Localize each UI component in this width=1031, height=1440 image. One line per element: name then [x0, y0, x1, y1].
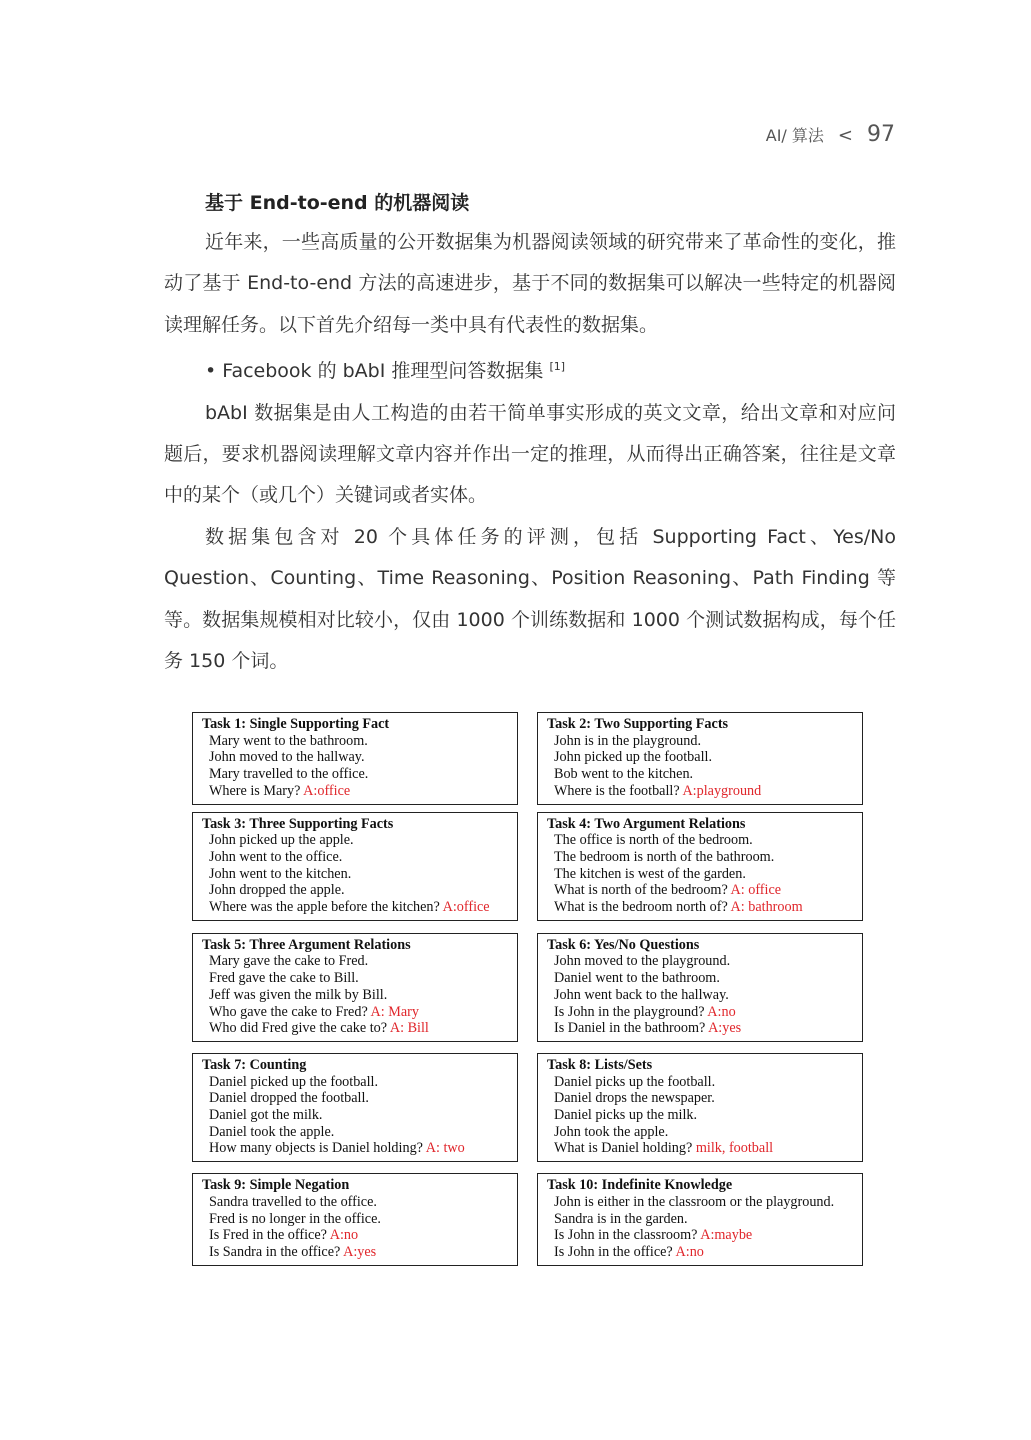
task-title: Task 10: Indefinite Knowledge: [547, 1177, 733, 1194]
question-text: Who gave the cake to Fred?: [209, 1003, 368, 1020]
answer-text: A: Bill: [389, 1020, 429, 1037]
task-statement: Daniel dropped the football.: [209, 1090, 369, 1107]
task-title: Task 1: Single Supporting Fact: [202, 716, 390, 732]
task-statement: Daniel got the milk.: [209, 1107, 323, 1124]
task-statement: Jeff was given the milk by Bill.: [209, 986, 388, 1003]
task-title: Task 3: Three Supporting Facts: [202, 815, 394, 832]
question-text: Where is the football?: [554, 782, 680, 799]
task-question: [547, 1004, 854, 1021]
task-title: Task 9: Simple Negation: [202, 1177, 350, 1194]
task-statement: John is either in the classroom or the playground.: [554, 1193, 835, 1210]
paragraph-babi: bAbI 数据集是由人工构造的由若干简单事实形成的英文文章，给出文章和对应问题后，要求机器阅读理解文章内容并作出一定的推理，从而得出正确答案，往往是文章中的某个（或几个）关键词或者实体。: [164, 401, 896, 507]
task-statement: John is in the playground.: [554, 732, 701, 749]
task-box: [192, 1053, 518, 1162]
paragraph-intro: 近年来，一些高质量的公开数据集为机器阅读领域的研究带来了革命性的变化，推动了基于 End-to-end 方法的高速进步，基于不同的数据集可以解决一些特定的机器阅读理解任务。以下首先介绍每一类中具有代表性的数据集。: [164, 231, 896, 336]
question-text: Is John in the office?: [554, 1243, 673, 1260]
task-statement: Mary went to the bathroom.: [209, 732, 368, 749]
task-question: [202, 1244, 509, 1261]
task-statement: John went to the kitchen.: [209, 865, 352, 882]
task-statement: The office is north of the bedroom.: [554, 832, 753, 849]
task-statement: Mary travelled to the office.: [209, 766, 369, 783]
task-question: [547, 882, 854, 899]
question-text: What is the bedroom north of?: [554, 899, 728, 916]
task-statement: John dropped the apple.: [209, 882, 345, 899]
task-box: [537, 933, 863, 1042]
answer-text: A:office: [303, 782, 351, 799]
question-text: How many objects is Daniel holding?: [209, 1140, 423, 1157]
answer-text: A:no: [329, 1227, 359, 1244]
task-title: Task 5: Three Argument Relations: [202, 936, 411, 953]
task-statement: Daniel picks up the milk.: [554, 1107, 698, 1124]
question-text: What is north of the bedroom?: [554, 882, 728, 899]
task-question: [202, 899, 509, 916]
question-text: Is John in the classroom?: [554, 1227, 698, 1244]
task-statement: Sandra is in the garden.: [554, 1210, 688, 1227]
task-statement: Fred is no longer in the office.: [209, 1210, 381, 1227]
task-statement: The kitchen is west of the garden.: [554, 865, 746, 882]
task-statement: Daniel went to the bathroom.: [554, 970, 720, 987]
answer-text: A:no: [707, 1003, 736, 1020]
question-text: Where is Mary?: [209, 782, 301, 799]
bullet-item: [205, 346, 896, 392]
task-statement: Daniel drops the newspaper.: [554, 1090, 715, 1107]
page-number: 97: [867, 122, 895, 147]
task-box: [537, 1053, 863, 1162]
answer-text: A: two: [425, 1140, 465, 1157]
task-statement: John moved to the hallway.: [209, 749, 365, 766]
task-statement: John picked up the apple.: [209, 832, 354, 849]
question-text: Where was the apple before the kitchen?: [209, 899, 440, 916]
answer-text: A: office: [730, 882, 782, 899]
task-figure: [192, 712, 863, 1266]
answer-text: A:maybe: [700, 1227, 753, 1244]
paragraph-tasks: 数据集包含对 20 个具体任务的评测，包括 Supporting Fact、Yes/No Question、Counting、Time Reasoning、Position Reasoning、Path Finding 等等。数据集规模相对比较小，仅由 1000 个训练数据和 1000 个测试数据构成，每个任务 150 个词。: [164, 525, 896, 673]
answer-text: A:office: [442, 899, 490, 916]
task-title: Task 7: Counting: [202, 1056, 307, 1073]
task-box: [537, 812, 863, 921]
task-box: [192, 933, 518, 1042]
task-statement: John picked up the football.: [554, 749, 713, 766]
task-box: [192, 812, 518, 921]
task-statement: Bob went to the kitchen.: [554, 766, 694, 783]
task-box: [537, 1173, 863, 1266]
task-question: [547, 899, 854, 916]
task-statement: John went back to the hallway.: [554, 986, 729, 1003]
task-title: Task 6: Yes/No Questions: [547, 936, 700, 953]
section-heading: 基于 End-to-end 的机器阅读: [205, 192, 470, 214]
question-text: Is Fred in the office?: [209, 1227, 327, 1244]
task-box: [192, 1173, 518, 1266]
task-question: [547, 1227, 854, 1244]
task-box: [537, 712, 863, 805]
question-text: What is Daniel holding?: [554, 1140, 693, 1157]
task-statement: The bedroom is north of the bathroom.: [554, 848, 775, 865]
task-title: Task 8: Lists/Sets: [547, 1056, 653, 1073]
question-text: Is Daniel in the bathroom?: [554, 1020, 706, 1037]
task-question: [202, 1140, 509, 1157]
task-question: [547, 1020, 854, 1037]
task-statement: John went to the office.: [209, 848, 343, 865]
answer-text: A:yes: [343, 1243, 377, 1260]
task-statement: John took the apple.: [554, 1123, 669, 1140]
task-box: [192, 712, 518, 805]
bullet-symbol: •: [205, 360, 217, 383]
answer-text: A:yes: [708, 1020, 742, 1037]
task-statement: Fred gave the cake to Bill.: [209, 970, 359, 987]
task-question: [202, 1020, 509, 1037]
bullet-text: Facebook 的 bAbI 推理型问答数据集: [222, 360, 544, 383]
task-question: [202, 783, 509, 800]
task-statement: Sandra travelled to the office.: [209, 1193, 377, 1210]
answer-text: milk, football: [695, 1140, 774, 1157]
section-label: AI/ 算法: [765, 126, 824, 145]
task-question: [202, 1227, 509, 1244]
question-text: Who did Fred give the cake to?: [209, 1020, 388, 1037]
answer-text: A:playground: [682, 782, 762, 799]
answer-text: A: bathroom: [730, 899, 803, 916]
task-title: Task 2: Two Supporting Facts: [547, 716, 729, 732]
task-question: [547, 1244, 854, 1261]
task-statement: Daniel picked up the football.: [209, 1073, 379, 1090]
task-question: [547, 783, 854, 800]
task-statement: Daniel picks up the football.: [554, 1073, 716, 1090]
header-separator: <: [837, 125, 853, 146]
task-statement: Mary gave the cake to Fred.: [209, 953, 369, 970]
question-text: Is John in the playground?: [554, 1003, 705, 1020]
citation-ref: [1]: [549, 360, 566, 374]
answer-text: A:no: [675, 1243, 704, 1260]
running-header: [766, 122, 895, 147]
task-statement: John moved to the playground.: [554, 953, 731, 970]
question-text: Is Sandra in the office?: [209, 1243, 341, 1260]
main-content: [164, 184, 896, 682]
task-statement: Daniel took the apple.: [209, 1123, 335, 1140]
task-question: [202, 1004, 509, 1021]
task-question: [547, 1140, 854, 1157]
task-title: Task 4: Two Argument Relations: [547, 815, 746, 832]
answer-text: A: Mary: [370, 1003, 419, 1020]
